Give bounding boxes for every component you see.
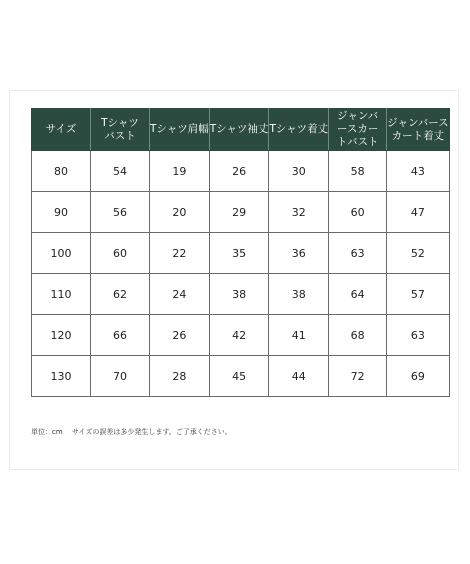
table-cell: 41	[269, 315, 329, 356]
table-cell: 72	[329, 356, 387, 397]
table-cell: 66	[91, 315, 150, 356]
table-cell: 28	[150, 356, 210, 397]
table-cell: 120	[32, 315, 91, 356]
table-row	[32, 315, 450, 356]
table-cell: 60	[329, 192, 387, 233]
table-cell: 80	[32, 151, 91, 192]
table-row	[32, 233, 450, 274]
table-cell: 47	[387, 192, 450, 233]
table-cell: 26	[209, 151, 269, 192]
table-cell: 58	[329, 151, 387, 192]
table-cell: 90	[32, 192, 91, 233]
table-cell: 110	[32, 274, 91, 315]
header-tshirt-sleeve: Tシャツ袖丈	[209, 109, 269, 151]
table-cell: 63	[387, 315, 450, 356]
size-note: 単位：cm サイズの誤差は多少発生します。ご了承ください。	[31, 428, 232, 436]
header-skirt-bust: ジャンバ ースカー トバスト	[329, 109, 387, 151]
table-cell: 43	[387, 151, 450, 192]
header-size: サイズ	[32, 109, 91, 151]
table-cell: 44	[269, 356, 329, 397]
table-cell: 63	[329, 233, 387, 274]
table-cell: 130	[32, 356, 91, 397]
header-tshirt-length: Tシャツ着丈	[269, 109, 329, 151]
table-cell: 36	[269, 233, 329, 274]
table-row	[32, 274, 450, 315]
header-tshirt-shoulder: Tシャツ肩幅	[150, 109, 210, 151]
header-skirt-length: ジャンバース カート着丈	[387, 109, 450, 151]
table-cell: 64	[329, 274, 387, 315]
table-cell: 45	[209, 356, 269, 397]
table-cell: 22	[150, 233, 210, 274]
table-cell: 42	[209, 315, 269, 356]
table-cell: 69	[387, 356, 450, 397]
table-cell: 30	[269, 151, 329, 192]
header-tshirt-bust: Tシャツ バスト	[91, 109, 150, 151]
table-cell: 35	[209, 233, 269, 274]
table-cell: 70	[91, 356, 150, 397]
table-cell: 68	[329, 315, 387, 356]
table-row	[32, 356, 450, 397]
table-cell: 32	[269, 192, 329, 233]
size-table	[31, 108, 450, 397]
table-cell: 38	[209, 274, 269, 315]
table-cell: 57	[387, 274, 450, 315]
table-cell: 100	[32, 233, 91, 274]
table-cell: 56	[91, 192, 150, 233]
table-cell: 60	[91, 233, 150, 274]
table-cell: 19	[150, 151, 210, 192]
header-row	[32, 109, 450, 151]
table-cell: 38	[269, 274, 329, 315]
table-cell: 24	[150, 274, 210, 315]
table-cell: 20	[150, 192, 210, 233]
table-cell: 26	[150, 315, 210, 356]
table-row	[32, 151, 450, 192]
table-cell: 29	[209, 192, 269, 233]
size-chart-card	[9, 90, 459, 470]
table-cell: 54	[91, 151, 150, 192]
table-cell: 62	[91, 274, 150, 315]
table-row	[32, 192, 450, 233]
table-cell: 52	[387, 233, 450, 274]
